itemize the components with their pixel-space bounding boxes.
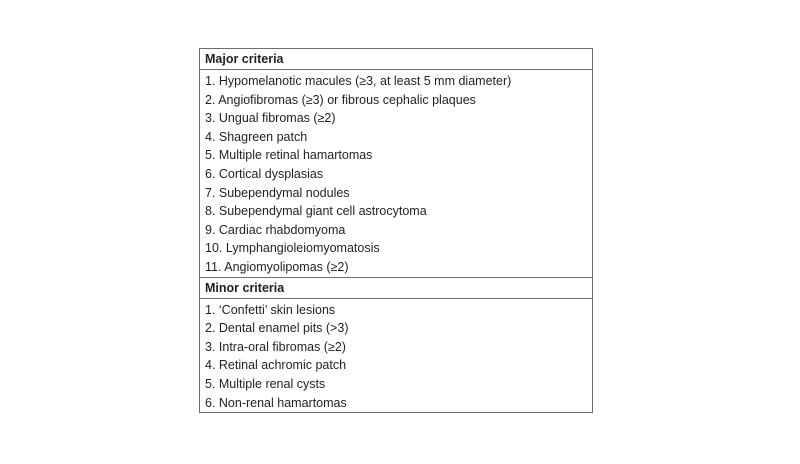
major-criteria-item: 5. Multiple retinal hamartomas [205, 148, 373, 163]
minor-criteria-item: 2. Dental enamel pits (>3) [205, 321, 349, 336]
major-criteria-item: 2. Angiofibromas (≥3) or fibrous cephalic plaques [205, 92, 476, 107]
major-criteria-list [200, 70, 592, 277]
minor-criteria-item: 6. Non-renal hamartomas [205, 395, 347, 410]
minor-criteria-item: 3. Intra-oral fibromas (≥2) [205, 339, 346, 354]
major-criteria-item: 10. Lymphangioleiomyomatosis [205, 241, 380, 256]
minor-criteria-header: Minor criteria [200, 277, 592, 299]
major-criteria-item: 7. Subependymal nodules [205, 185, 350, 200]
major-criteria-item: 9. Cardiac rhabdomyoma [205, 222, 346, 237]
major-criteria-header: Major criteria [200, 49, 592, 70]
major-criteria-item: 4. Shagreen patch [205, 129, 308, 144]
minor-criteria-list [200, 299, 592, 413]
criteria-table [199, 48, 593, 413]
major-criteria-item: 1. Hypomelanotic macules (≥3, at least 5 mm diameter) [205, 74, 512, 88]
minor-criteria-item: 4. Retinal achromic patch [205, 358, 347, 373]
major-criteria-item: 3. Ungual fibromas (≥2) [205, 111, 336, 126]
minor-criteria-item: 5. Multiple renal cysts [205, 376, 326, 391]
major-criteria-item: 8. Subependymal giant cell astrocytoma [205, 204, 427, 219]
major-criteria-item: 6. Cortical dysplasias [205, 166, 324, 181]
minor-criteria-item: 1. ‘Confetti’ skin lesions [205, 302, 336, 317]
major-criteria-item: 11. Angiomyolipomas (≥2) [205, 259, 349, 274]
